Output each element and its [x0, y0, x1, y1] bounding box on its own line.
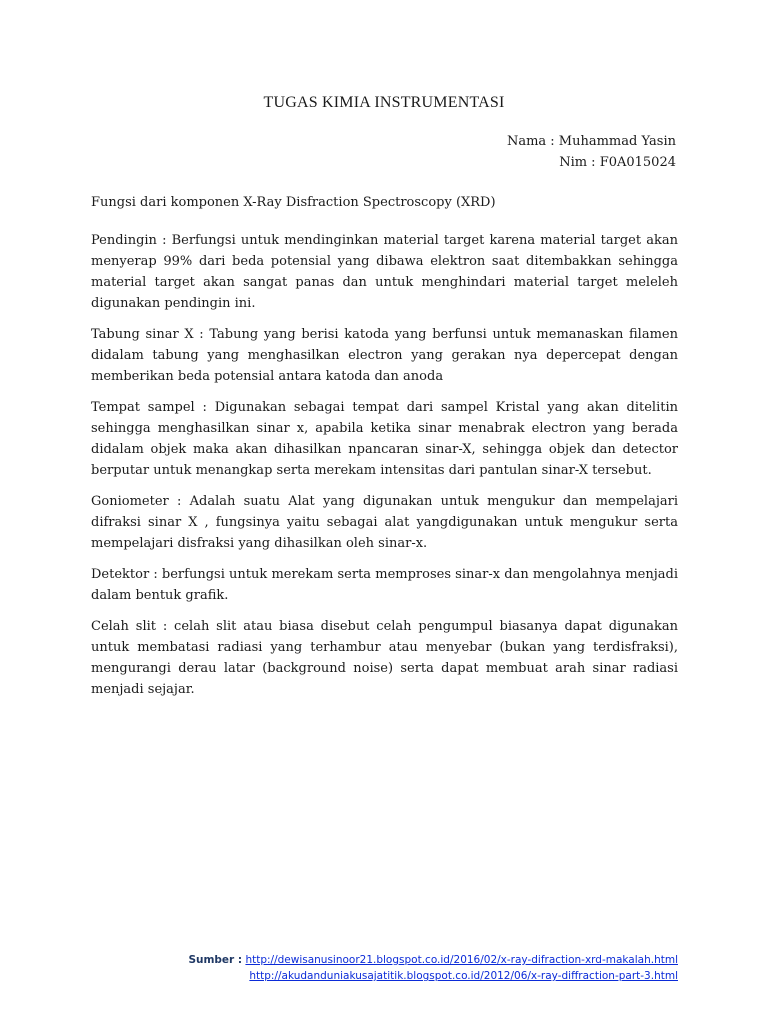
paragraph-list	[91, 230, 678, 710]
source-link-2[interactable]: http://akudanduniakusajatitik.blogspot.co.id/2012/06/x-ray-diffraction-part-3.html	[249, 970, 678, 982]
document-title: TUGAS KIMIA INSTRUMENTASI	[263, 94, 505, 111]
sources-block	[188, 952, 678, 984]
sources-label: Sumber :	[188, 954, 243, 966]
paragraph-tabung-sinar-x: Tabung sinar X : Tabung yang berisi katoda yang berfunsi untuk memanaskan filamen didalam tabung yang menghasilkan electron yang gerakan nya depercepat dengan memberikan beda potensial antara katoda dan anoda	[91, 327, 678, 384]
source-link-1[interactable]: http://dewisanusinoor21.blogspot.co.id/2016/02/x-ray-difraction-xrd-makalah.html	[245, 954, 678, 966]
student-name: Nama : Muhammad Yasin	[506, 134, 676, 149]
paragraph-celah-slit: Celah slit : celah slit atau biasa disebut celah pengumpul biasanya dapat digunakan untuk membatasi radiasi yang terhambur atau menyebar (bukan yang terdisfraksi), mengurangi derau latar (background noise) serta dapat membuat arah sinar radiasi menjadi sejajar.	[91, 619, 678, 697]
paragraph-pendingin: Pendingin : Berfungsi untuk mendinginkan material target karena material target akan menyerap 99% dari beda potensial yang dibawa elektron saat ditembakkan sehingga material target akan sangat panas dan untuk menghindari material target meleleh digunakan pendingin ini.	[91, 233, 678, 311]
intro-heading: Fungsi dari komponen X-Ray Disfraction Spectroscopy (XRD)	[91, 195, 496, 210]
student-identity	[507, 131, 676, 173]
paragraph-goniometer: Goniometer : Adalah suatu Alat yang digunakan untuk mengukur dan mempelajari difraksi sinar X , fungsinya yaitu sebagai alat yangdigunakan untuk mengukur serta mempelajari disfraksi yang dihasilkan oleh sinar-x.	[91, 494, 678, 551]
paragraph-tempat-sampel: Tempat sampel : Digunakan sebagai tempat dari sampel Kristal yang akan ditelitin sehingga menghasilkan sinar x, apabila ketika sinar menabrak electron yang berada didalam objek maka akan dihasilkan npancaran sinar-X, sehingga objek dan detector berputar untuk menangkap serta merekam intensitas dari pantulan sinar-X tersebut.	[91, 400, 678, 478]
student-nim: Nim : F0A015024	[559, 155, 676, 170]
paragraph-detektor: Detektor : berfungsi untuk merekam serta memproses sinar-x dan mengolahnya menjadi dalam bentuk grafik.	[91, 567, 678, 603]
